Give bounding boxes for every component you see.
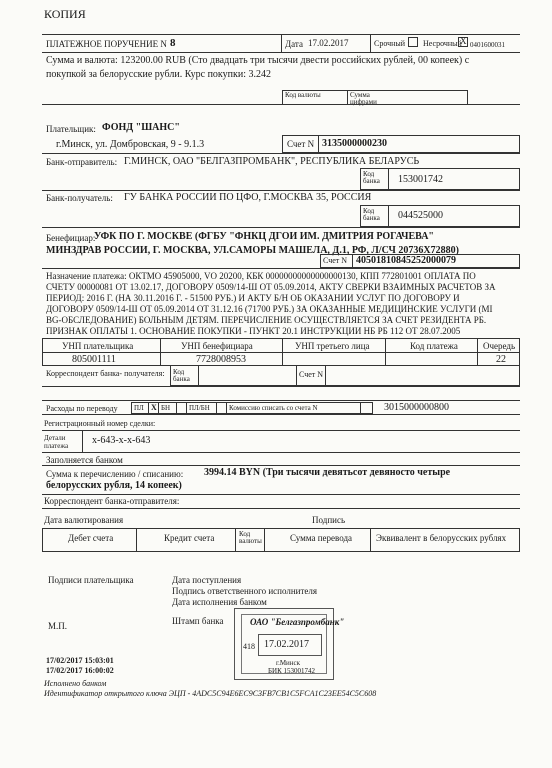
nonurgent-mark: X xyxy=(460,36,467,46)
signature-label: Подпись xyxy=(312,515,346,525)
amount-line-1: Сумма и валюта: 123200.00 RUB (Сто двадцать три тысячи двести российских рублей, 00 копеек) с xyxy=(46,55,470,66)
unp-header: УНП плательщика xyxy=(62,341,134,351)
ecp-key: Идентификатор открытого ключа ЭЦП - 4ADC5C94E6EC9C3FB7CB1C5FCA1C23EE54C5C608 xyxy=(44,689,377,698)
purpose-line: СЧЕТУ 00000081 ОТ 13.02.17, ДОГОВОРУ 0509/14-Ш ОТ 05.09.2014, АКТУ СВЕРКИ ВЗАИМНЫХ РАСЧЕТОВ ЗА xyxy=(46,282,496,292)
sender-bank-name: Г.МИНСК, ОАО "БЕЛГАЗПРОМБАНК", РЕСПУБЛИКА БЕЛАРУСЬ xyxy=(124,156,420,167)
receiver-bank-code-label: Код банка xyxy=(363,207,380,222)
details-value: х-643-х-х-643 xyxy=(92,435,151,446)
sender-correspondent-label: Корреспондент банка-отправителя: xyxy=(44,496,180,506)
unp-header: Очередь xyxy=(483,341,516,351)
payer-address: г.Минск, ул. Домбровская, 9 - 9.1.3 xyxy=(56,139,205,150)
purpose-line: ПРИЗНАК ОПЛАТЫ 1. ОСНОВАНИЕ ПОКУПКИ - ПУНКТ 20.1 ИНСТРУКЦИИ НБ РБ 112 ОТ 28.07.2005 xyxy=(46,326,461,336)
beneficiary-line-2: МИНЗДРАВ РОССИИ, Г. МОСКВА, УЛ.САМОРЫ МАШЕЛА, Д.1, РФ, Л/СЧ 20736Х72880) xyxy=(46,245,459,256)
transfer-header: Дебет счета xyxy=(68,533,114,543)
payer-label: Плательщик: xyxy=(46,124,96,134)
transfer-header: Код валюты xyxy=(239,530,262,545)
beneficiary-account-label: Счет N xyxy=(323,256,348,265)
value-date-label: Дата валютирования xyxy=(44,515,124,525)
executor-signature-label: Подпись ответственного исполнителя xyxy=(172,586,318,596)
transfer-header: Сумма перевода xyxy=(290,533,353,543)
beneficiary-account: 40501810845252000079 xyxy=(356,255,456,266)
sender-bank-label: Банк-отправитель: xyxy=(46,157,118,167)
doc-title: ПЛАТЕЖНОЕ ПОРУЧЕНИЕ N xyxy=(46,39,167,49)
urgent-checkbox xyxy=(408,37,418,47)
urgent-label: Срочный xyxy=(374,39,406,48)
executed-date-label: Дата исполнения банком xyxy=(172,597,267,607)
expense-option-plbn: ПЛ/БН xyxy=(189,404,210,412)
purpose-line: ДОГОВОРУ 0509/14-Ш ОТ 05.09.2014 ОТ 31.12.16 (71700 РУБ.) ЗА ОКАЗАННЫЕ МЕДИЦИНСКИЕ УСЛУГИ (МI xyxy=(46,304,493,314)
timestamp-1: 17/02/2017 15:03:01 xyxy=(46,656,114,665)
amount-digits-label: Сумма цифрами xyxy=(350,91,377,106)
unp-value: 805001111 xyxy=(72,354,116,365)
receiver-bank-name: ГУ БАНКА РОССИИ ПО ЦФО, Г.МОСКВА 35, РОССИЯ xyxy=(124,192,372,203)
mp-label: М.П. xyxy=(48,621,68,631)
payer-account: 3135000000230 xyxy=(322,138,387,149)
commission-label: Комиссию списать со счета N xyxy=(229,404,318,412)
currency-code-label: Код валюты xyxy=(285,91,321,99)
correspondent-account-label: Счет N xyxy=(299,370,324,379)
correspondent-label: Корреспондент банка- получателя: xyxy=(46,369,165,378)
receiver-bank-label: Банк-получатель: xyxy=(46,193,113,203)
expense-option-bn-mark: X xyxy=(151,403,157,412)
sender-bank-code: 153001742 xyxy=(398,174,443,185)
stamp-bank-name: ОАО "Белгазпромбанк" xyxy=(250,617,345,627)
nonurgent-label: Несрочный xyxy=(423,39,462,48)
form-code: 0401600031 xyxy=(470,41,505,49)
copy-mark: КОПИЯ xyxy=(44,7,86,21)
stamp-label: Штамп банка xyxy=(172,616,224,626)
transfer-header: Кредит счета xyxy=(164,533,215,543)
unp-header: УНП третьего лица xyxy=(295,341,370,351)
timestamp-2: 17/02/2017 16:00:02 xyxy=(46,666,114,675)
unp-header: УНП бенефициара xyxy=(181,341,253,351)
bank-filled-title: Заполняется банком xyxy=(46,455,123,465)
amount-line-2: покупкой за белорусские рубли. Курс покупки: 3.242 xyxy=(46,69,271,80)
sum-prefix: Сумма к перечислению / списанию: xyxy=(46,469,184,479)
payer-signature-label: Подписи плательщика xyxy=(48,575,134,585)
purpose-line: Назначение платежа: ОКТМО 45905000, VO 20200, КБК 00000000000000000130, КПП 772801001 ОПЛАТА ПО xyxy=(46,271,476,281)
doc-number: 8 xyxy=(170,37,176,49)
correspondent-code-label: Код банка xyxy=(173,368,190,383)
stamp-bik: БИК 153001742 xyxy=(268,667,315,675)
unp-header: Код платежа xyxy=(410,341,458,351)
receipt-date-label: Дата поступления xyxy=(172,575,242,585)
receiver-bank-code: 044525000 xyxy=(398,210,443,221)
date-label: Дата xyxy=(285,39,303,49)
payer-account-label: Счет N xyxy=(287,139,315,149)
sum-line-1: 3994.14 BYN (Три тысячи девятьсот девяносто четыре xyxy=(204,467,451,478)
purpose-line: ВG-ОБСЛЕДОВАНИЕ) БОЛЬНЫМ ДЕТЯМ. ПЕРЕЧИСЛЕНИЕ ОСУЩЕСТВЛЯЕТСЯ ЗА СЧЕТ РЕЗИДЕНТА РБ. xyxy=(46,315,487,325)
executed-label: Исполнено банком xyxy=(44,679,107,688)
beneficiary-label: Бенефициар: xyxy=(46,233,96,243)
stamp-code: 418 xyxy=(243,642,255,651)
expense-option-bn: БН xyxy=(161,404,171,412)
payer-name: ФОНД "ШАНС" xyxy=(102,122,180,133)
transfer-header: Эквивалент в белорусских рублях xyxy=(376,533,507,543)
date-value: 17.02.2017 xyxy=(308,38,349,48)
sum-line-2: белорусских рубля, 14 копеек) xyxy=(46,480,182,491)
stamp-date: 17.02.2017 xyxy=(264,639,309,650)
sender-bank-code-label: Код банка xyxy=(363,170,380,185)
beneficiary-line-1: УФК ПО Г. МОСКВЕ (ФГБУ "ФНКЦ ДГОИ ИМ. ДМИТРИЯ РОГАЧЕВА" xyxy=(94,231,434,242)
expense-option-pl: ПЛ xyxy=(134,404,144,412)
expenses-label: Расходы по переводу xyxy=(46,404,118,413)
unp-value: 22 xyxy=(496,354,506,365)
stamp-city: г.Минск xyxy=(276,659,301,667)
details-label: Детали платежа xyxy=(44,434,69,450)
purpose-line: ПЕРИОД: 2016 Г. (НА 30.11.2016 Г. - 51500 РУБ.) И АКТУ Б/Н ОБ ОКАЗАНИИ УСЛУГ ПО ДОГОВОРУ И xyxy=(46,293,460,303)
unp-value: 7728008953 xyxy=(196,354,246,365)
commission-account: 3015000000800 xyxy=(384,402,449,413)
registration-label: Регистрационный номер сделки: xyxy=(44,419,156,428)
